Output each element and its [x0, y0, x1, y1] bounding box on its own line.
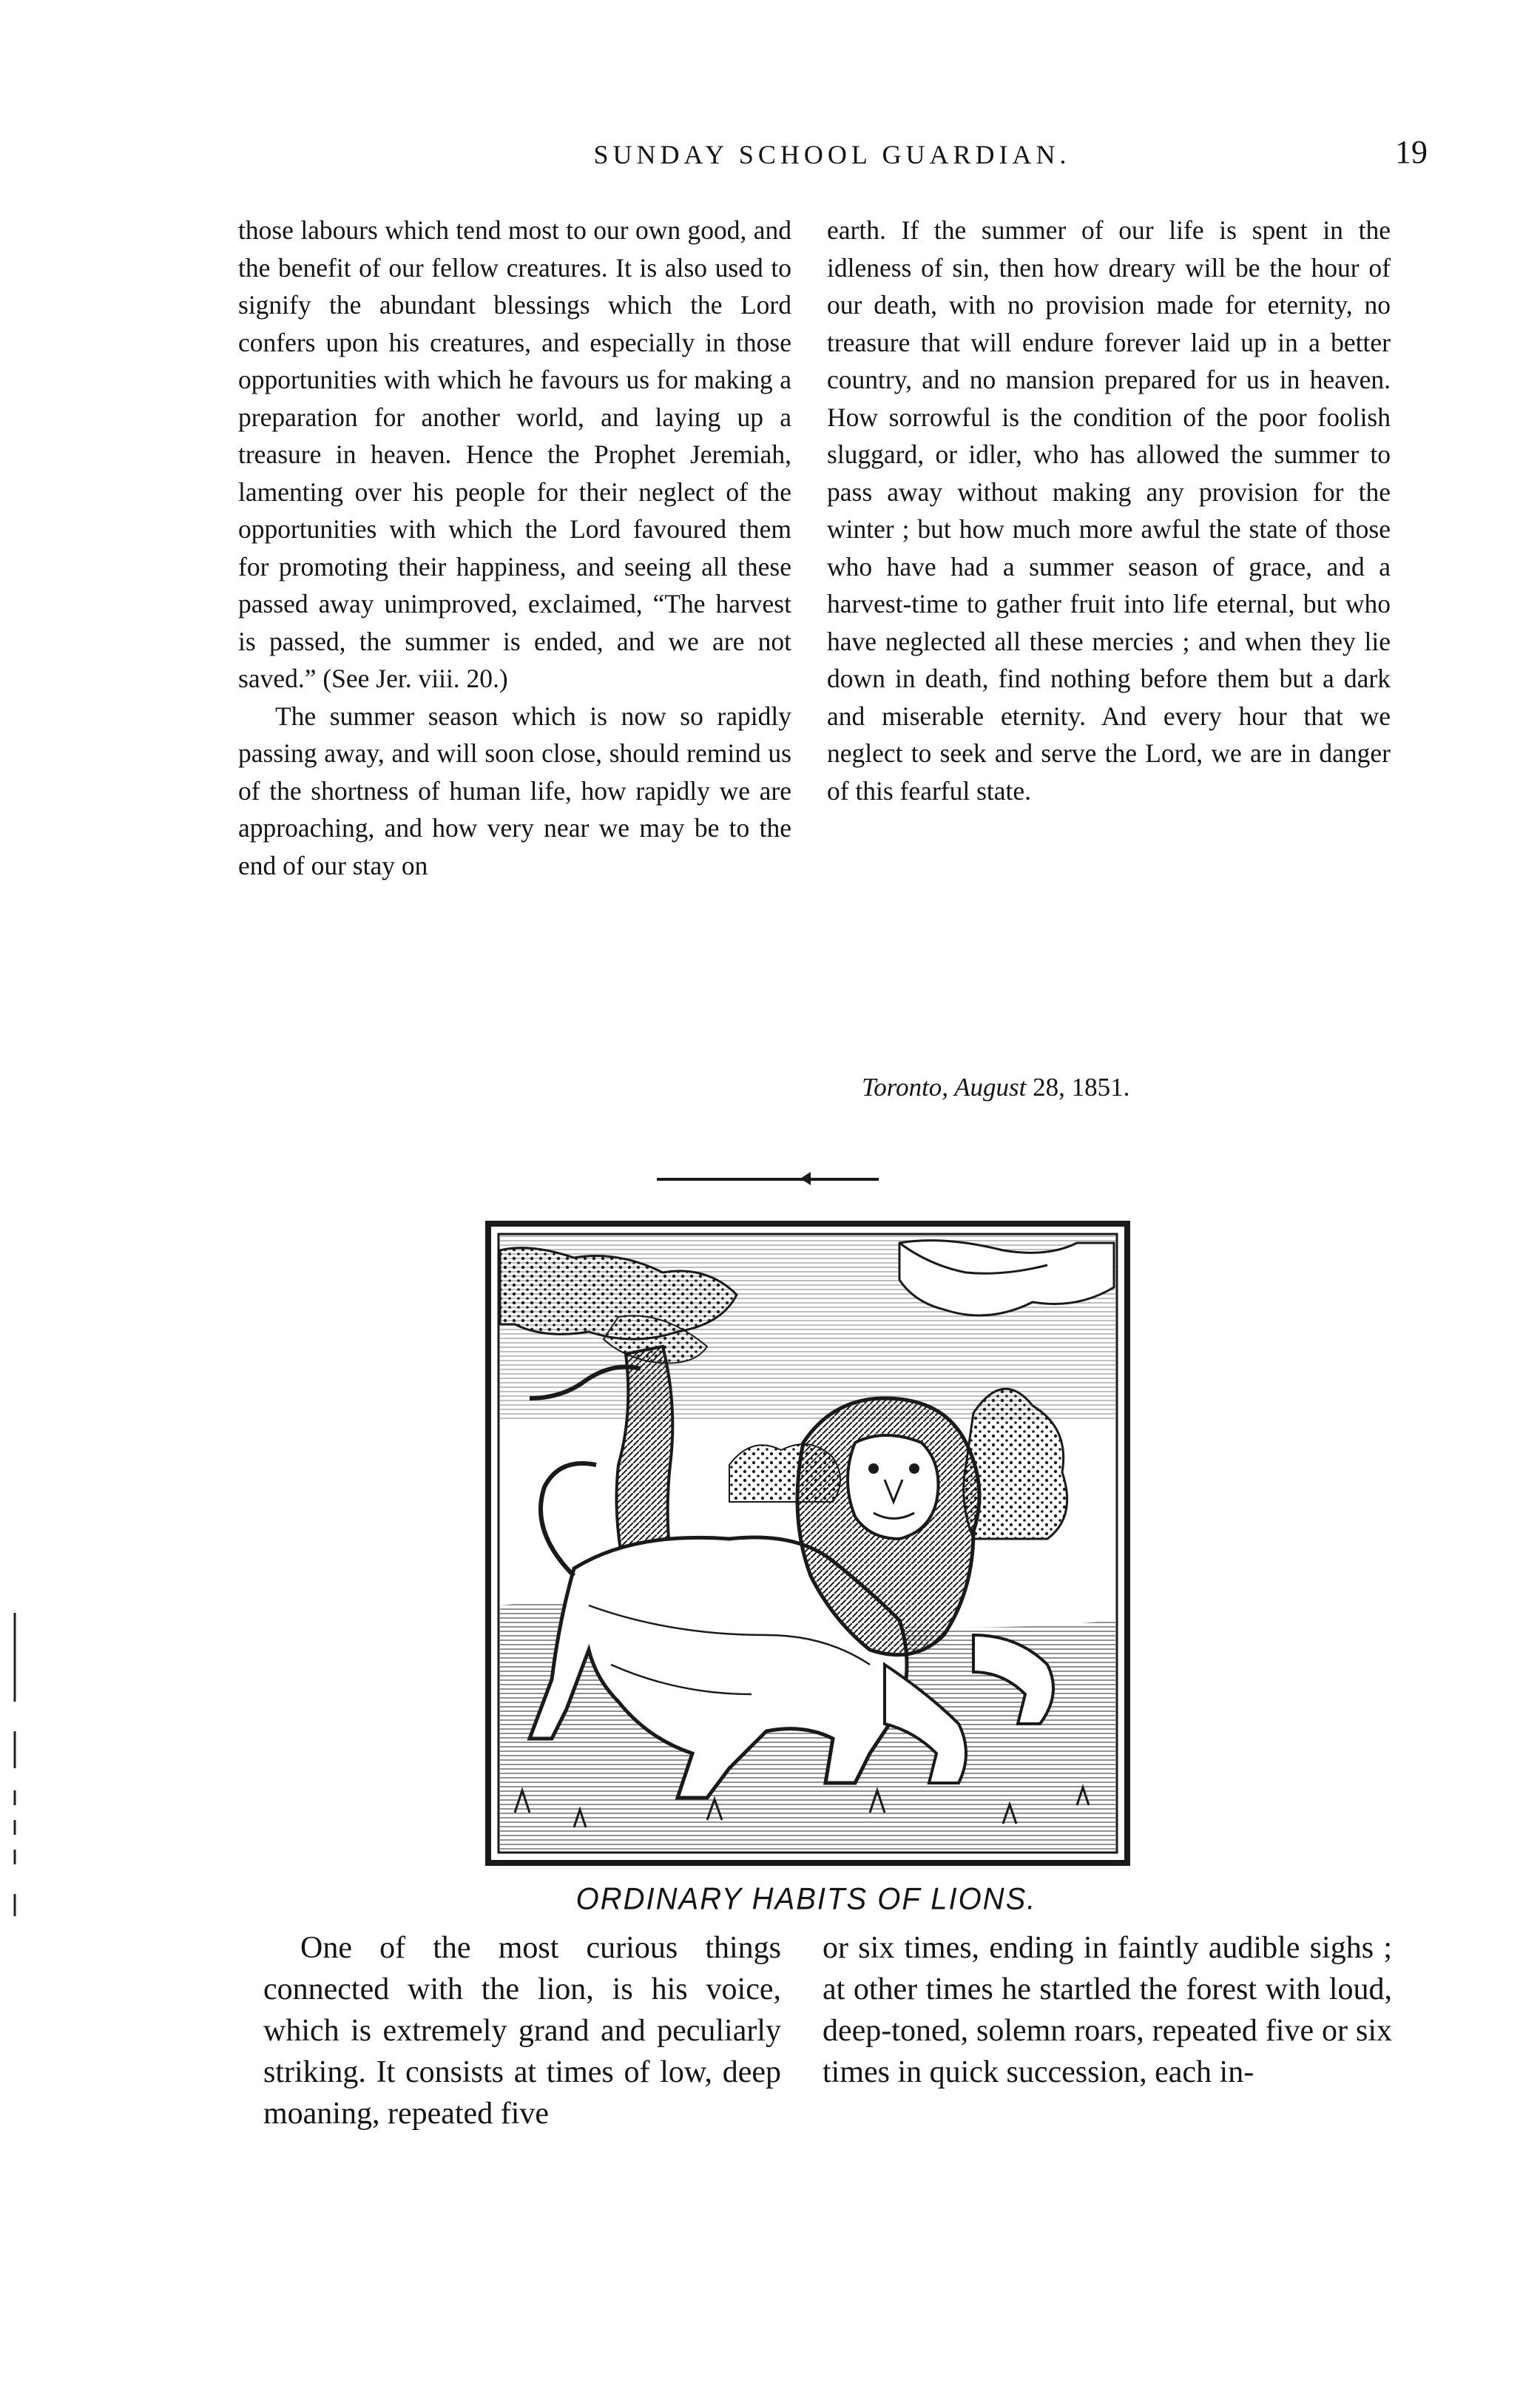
divider-ornament	[800, 1172, 811, 1185]
section-heading: ORDINARY HABITS OF LIONS.	[575, 1881, 1037, 1917]
article-paragraph: The summer season which is now so rapidly passing away, and will soon close, should remind us of the shortness of human life, how rapidly we are approaching, and how very near we may be to the end of our stay on	[238, 701, 791, 880]
signature-place: Toronto, August	[862, 1073, 1027, 1102]
section-divider-rule	[657, 1178, 879, 1181]
section-paragraph: One of the most curious things connected with the lion, is his voice, which is extremely grand and peculiarly striking. It consists at times of low, deep moaning, repeated five	[263, 1931, 781, 2131]
article-paragraph: those labours which tend most to our own good, and the benefit of our fellow creatures. It is also used to signify the abundant blessings which the Lord confers upon his creatures, and especially in those opportunities with which he favours us for making a preparation for another world, and laying up a treasure in heaven. Hence the Prophet Jeremiah, lamenting over his people for their neglect of the opportunities with which the Lord favoured them for promoting their happiness, and seeing all these passed away unimproved, exclaimed, “The harvest is passed, the summer is ended, and we are not saved.” (See Jer. viii. 20.)	[238, 215, 791, 693]
running-title: SUNDAY SCHOOL GUARDIAN.	[593, 140, 1071, 169]
article-left-column	[238, 212, 791, 884]
signature-date: 28, 1851.	[1033, 1073, 1130, 1102]
article-signature	[862, 1073, 1379, 1102]
running-head	[237, 133, 1428, 178]
section-left-column	[263, 1927, 781, 2134]
article-right-column	[827, 212, 1391, 809]
lion-engraving	[485, 1221, 1130, 1866]
margin-marks	[0, 1480, 30, 1998]
article-paragraph: earth. If the summer of our life is spent in the idleness of sin, then how dreary will be the hour of our death, with no provision made for eternity, no treasure that will endure forever laid up in a better country, and no mansion prepared for us in heaven. How sorrowful is the condition of the poor foolish sluggard, or idler, who has allowed the summer to pass away without making any provision for the winter ; but how much more awful the state of those who have had a summer season of grace, and a harvest-time to gather fruit into life eternal, but who have neglected all these mercies ; and when they lie down in death, find nothing before them but a dark and miserable eternity. And every hour that we neglect to seek and serve the Lord, we are in danger of this fearful state.	[827, 215, 1391, 806]
section-paragraph: or six times, ending in faintly audible sighs ; at other times he startled the forest with loud, deep-toned, solemn roars, repeated five or six times in quick succession, each in-	[823, 1931, 1392, 2089]
section-right-column	[823, 1927, 1392, 2093]
page-number: 19	[1395, 134, 1428, 170]
